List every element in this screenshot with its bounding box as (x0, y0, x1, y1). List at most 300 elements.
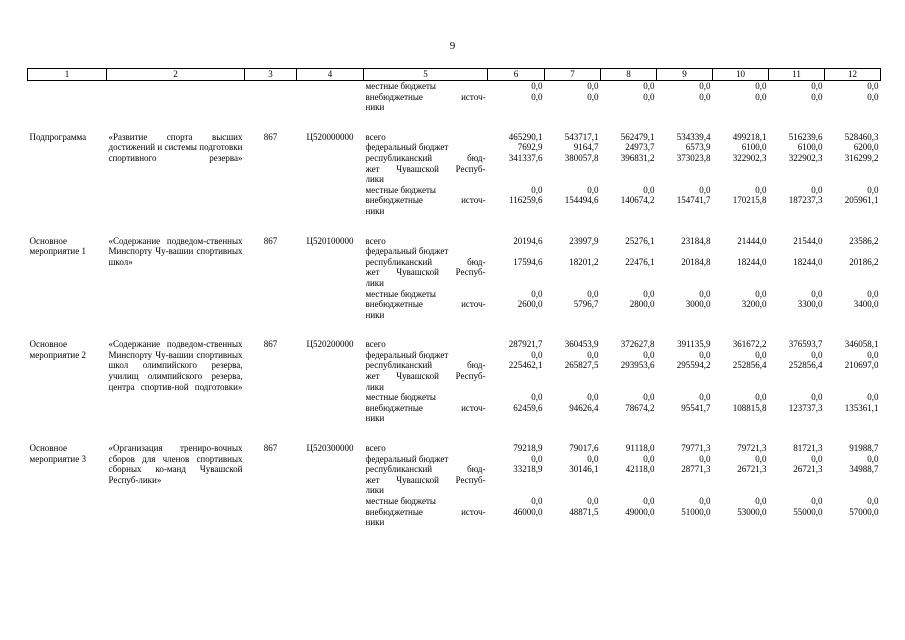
value-cell (769, 392, 825, 403)
value: 23586,2 (849, 235, 879, 246)
value: 0,0 (755, 496, 767, 506)
table-row (28, 81, 881, 92)
source-cell (364, 454, 488, 465)
value: 0,0 (867, 392, 879, 403)
source-cell (364, 185, 488, 196)
value: 0,0 (699, 453, 711, 464)
value: 293953,6 (620, 360, 655, 371)
value-cell (601, 153, 657, 185)
value: 0,0 (531, 496, 543, 506)
value: 0,0 (867, 453, 879, 464)
status-cell: Основное мероприятие 1 (29, 235, 86, 257)
source-label: лики (365, 277, 384, 288)
source-cell (364, 507, 488, 528)
source-label: всего (365, 131, 386, 142)
source-label: лики (365, 381, 384, 392)
value: 0,0 (587, 349, 599, 360)
value-cell (657, 236, 713, 247)
table-header-row (28, 69, 881, 81)
value: 79721,3 (737, 443, 767, 454)
value: 26721,3 (737, 464, 767, 475)
value: 562479,1 (620, 131, 655, 142)
spacer-row (28, 424, 881, 443)
value: 0,0 (699, 349, 711, 360)
value-cell (713, 392, 769, 403)
value-cell (488, 236, 545, 247)
source-label: федеральный бюджет (365, 453, 449, 464)
source-label: лики (365, 485, 384, 496)
header-cell: 9 (657, 69, 713, 81)
value-cell (769, 403, 825, 424)
value: 0,0 (643, 392, 655, 403)
value: 0,0 (643, 91, 655, 102)
table-row (28, 339, 881, 350)
value: 3400,0 (853, 299, 879, 310)
value (659, 246, 711, 257)
value-cell (545, 350, 601, 361)
source-label: жет Чувашской Респуб- (365, 371, 486, 382)
value-cell (769, 496, 825, 507)
source-label: внебюджетные источ- (365, 402, 486, 413)
value-cell (657, 257, 713, 289)
value: 0,0 (811, 496, 823, 506)
value: 17594,6 (513, 256, 543, 267)
value: 0,0 (531, 349, 543, 360)
value-cell (769, 464, 825, 496)
source-label: жет Чувашской Респуб- (365, 267, 486, 278)
value (771, 246, 823, 257)
value-cell (601, 289, 657, 300)
status-cell: Подпрограмма (29, 131, 87, 142)
value-cell (769, 454, 825, 465)
spacer-row (28, 217, 881, 236)
page-number: 9 (449, 40, 456, 52)
value: 21444,0 (737, 235, 767, 246)
value-cell (601, 92, 657, 113)
spacer-row (28, 113, 881, 132)
value-cell (545, 454, 601, 465)
value-cell (769, 185, 825, 196)
source-cell (364, 289, 488, 300)
source-label: внебюджетные источ- (365, 91, 486, 102)
table-row (28, 132, 881, 143)
name-cell: «Организация трениро-вочных сборов для членов спортивных сборных ко-манд Чувашской Респуб-лики» (108, 443, 243, 485)
value: 360453,9 (564, 339, 599, 350)
code-cell: Ц520200000 (306, 339, 354, 350)
value: 0,0 (811, 392, 823, 403)
value: 0,0 (811, 453, 823, 464)
source-label: жет Чувашской Респуб- (365, 163, 486, 174)
value: 187237,3 (788, 195, 823, 206)
value: 18244,0 (793, 256, 823, 267)
value-cell (545, 464, 601, 496)
value: 91118,0 (625, 443, 655, 454)
value-cell (825, 454, 881, 465)
value: 2800,0 (629, 299, 655, 310)
value-cell (825, 185, 881, 196)
value: 0,0 (811, 184, 823, 195)
value-cell (825, 142, 881, 153)
value-cell (825, 403, 881, 424)
value-cell (825, 81, 881, 92)
source-cell (364, 92, 488, 113)
value: 0,0 (587, 288, 599, 299)
source-label: внебюджетные источ- (365, 506, 486, 517)
value-cell (713, 153, 769, 185)
source-cell (364, 403, 488, 424)
value: 341337,6 (508, 152, 543, 163)
source-cell (364, 246, 488, 257)
value-cell (657, 350, 713, 361)
value-cell (601, 496, 657, 507)
value: 225462,1 (508, 360, 543, 371)
value-cell (488, 403, 545, 424)
source-label: жет Чувашской Респуб- (365, 474, 486, 485)
value-cell (825, 507, 881, 528)
value: 3300,0 (797, 299, 823, 310)
value-cell (713, 92, 769, 113)
value-cell (601, 339, 657, 350)
value-cell (657, 496, 713, 507)
table-row (28, 443, 881, 454)
value-cell (713, 496, 769, 507)
value: 6100,0 (741, 142, 767, 153)
source-label: всего (365, 235, 386, 246)
name-cell: «Развитие спорта высших достижений и системы подготовки спортивного резерва» (108, 131, 243, 163)
value-cell (601, 132, 657, 143)
value: 0,0 (867, 288, 879, 299)
value-cell (601, 443, 657, 454)
value-cell (713, 443, 769, 454)
value-cell (488, 464, 545, 496)
value-cell (488, 350, 545, 361)
value-cell (488, 289, 545, 300)
value-cell (657, 153, 713, 185)
value-cell (601, 403, 657, 424)
value: 116259,6 (509, 195, 543, 206)
value: 18201,2 (569, 256, 599, 267)
value: 0,0 (587, 392, 599, 403)
value-cell (488, 257, 545, 289)
value-cell (545, 142, 601, 153)
source-label: ники (365, 205, 385, 216)
value: 81721,3 (793, 443, 823, 454)
value: 499218,1 (732, 131, 767, 142)
value-cell (825, 236, 881, 247)
value-cell (769, 299, 825, 320)
value-cell (825, 339, 881, 350)
source-label: лики (365, 174, 384, 185)
value-cell (601, 507, 657, 528)
value: 543717,1 (564, 131, 599, 142)
header-cell: 6 (488, 69, 545, 81)
value-cell (488, 392, 545, 403)
value-cell (713, 257, 769, 289)
value: 380057,8 (564, 152, 599, 163)
value-cell (601, 392, 657, 403)
value-cell (601, 257, 657, 289)
source-label: республиканский бюд- (365, 152, 486, 163)
value: 25276,1 (625, 235, 655, 246)
value (715, 246, 767, 257)
source-cell (364, 443, 488, 454)
header-cell: 2 (107, 69, 245, 81)
value: 322902,3 (788, 152, 823, 163)
value-cell (545, 289, 601, 300)
value: 21544,0 (793, 235, 823, 246)
source-cell (364, 81, 488, 92)
value: 23184,8 (681, 235, 711, 246)
header-cell: 5 (364, 69, 488, 81)
header-cell: 10 (713, 69, 769, 81)
value: 53000,0 (737, 506, 767, 517)
value-cell (769, 153, 825, 185)
value-cell (545, 392, 601, 403)
value-cell (488, 195, 545, 216)
value-cell (488, 132, 545, 143)
value: 6573,9 (685, 142, 711, 153)
value: 108815,8 (732, 402, 767, 413)
source-label: федеральный бюджет (365, 246, 449, 257)
value-cell (825, 153, 881, 185)
value: 123737,3 (788, 402, 823, 413)
value: 154494,6 (564, 195, 599, 206)
header-cell: 12 (825, 69, 881, 81)
value-cell (713, 360, 769, 392)
value: 140674,2 (620, 195, 655, 206)
value: 0,0 (867, 91, 879, 102)
value: 205961,1 (844, 195, 879, 206)
value-cell (601, 185, 657, 196)
value: 0,0 (811, 91, 823, 102)
value: 0,0 (587, 81, 599, 91)
value: 396831,2 (620, 152, 655, 163)
source-label: федеральный бюджет (365, 142, 449, 153)
source-cell (364, 360, 488, 392)
value-cell (825, 464, 881, 496)
value: 346058,1 (844, 339, 879, 350)
value: 534339,4 (676, 131, 711, 142)
value: 0,0 (867, 81, 879, 91)
value-cell (825, 299, 881, 320)
value-cell (488, 496, 545, 507)
grbs-cell: 867 (263, 339, 278, 350)
value: 0,0 (531, 91, 543, 102)
value: 5796,7 (573, 299, 599, 310)
value: 20186,2 (849, 256, 879, 267)
value-cell (601, 236, 657, 247)
value-cell (545, 496, 601, 507)
value-cell (657, 454, 713, 465)
value-cell (713, 246, 769, 257)
value-cell (488, 142, 545, 153)
value: 0,0 (643, 184, 655, 195)
value (827, 246, 879, 257)
value-cell (657, 142, 713, 153)
source-label: ники (365, 413, 385, 424)
value: 22476,1 (625, 256, 655, 267)
source-cell (364, 132, 488, 143)
value-cell (488, 81, 545, 92)
value-cell (713, 81, 769, 92)
value: 0,0 (755, 184, 767, 195)
value-cell (657, 185, 713, 196)
source-label: республиканский бюд- (365, 360, 486, 371)
value-cell (601, 464, 657, 496)
value-cell (825, 443, 881, 454)
source-cell (364, 236, 488, 247)
source-cell (364, 339, 488, 350)
value-cell (657, 360, 713, 392)
value-cell (488, 299, 545, 320)
value: 33218,9 (513, 464, 543, 475)
value: 0,0 (643, 349, 655, 360)
value: 0,0 (531, 392, 543, 403)
value-cell (713, 236, 769, 247)
value: 3000,0 (685, 299, 711, 310)
value: 6200,0 (853, 142, 879, 153)
header-cell: 11 (769, 69, 825, 81)
value-cell (713, 132, 769, 143)
value: 0,0 (587, 453, 599, 464)
value: 0,0 (755, 392, 767, 403)
value-cell (713, 195, 769, 216)
source-label: местные бюджеты (365, 392, 436, 403)
value: 2600,0 (517, 299, 543, 310)
value: 28771,3 (681, 464, 711, 475)
value-cell (769, 289, 825, 300)
code-cell: Ц520100000 (306, 235, 354, 246)
value: 20184,8 (681, 256, 711, 267)
value-cell (545, 299, 601, 320)
value-cell (545, 185, 601, 196)
grbs-cell: 867 (263, 443, 278, 454)
value: 0,0 (643, 81, 655, 91)
value-cell (769, 195, 825, 216)
spacer-cell (28, 217, 881, 236)
value-cell (657, 81, 713, 92)
value-cell (545, 153, 601, 185)
value: 91988,7 (849, 443, 879, 454)
spacer-cell (28, 113, 881, 132)
value: 322902,3 (732, 152, 767, 163)
value: 265827,5 (564, 360, 599, 371)
value: 79017,6 (569, 443, 599, 454)
value: 295594,2 (676, 360, 711, 371)
source-cell (364, 153, 488, 185)
value-cell (713, 350, 769, 361)
value: 0,0 (643, 453, 655, 464)
value: 0,0 (867, 184, 879, 195)
value-cell (825, 132, 881, 143)
source-cell (364, 392, 488, 403)
value-cell (545, 246, 601, 257)
value-cell (769, 257, 825, 289)
value: 154741,7 (676, 195, 711, 206)
source-label: республиканский бюд- (365, 256, 486, 267)
header-cell: 4 (297, 69, 364, 81)
value (490, 246, 543, 257)
value: 0,0 (867, 349, 879, 360)
value: 79218,9 (513, 443, 543, 454)
value: 26721,3 (793, 464, 823, 475)
value-cell (657, 464, 713, 496)
value: 3200,0 (741, 299, 767, 310)
value: 376593,7 (788, 339, 823, 350)
value-cell (769, 360, 825, 392)
value-cell (488, 185, 545, 196)
value: 0,0 (643, 288, 655, 299)
source-label: внебюджетные источ- (365, 195, 486, 206)
value: 0,0 (531, 184, 543, 195)
value-cell (825, 496, 881, 507)
value: 0,0 (699, 91, 711, 102)
value-cell (657, 403, 713, 424)
value-cell (488, 454, 545, 465)
value-cell (769, 339, 825, 350)
value: 23997,9 (569, 235, 599, 246)
value-cell (657, 507, 713, 528)
value-cell (488, 246, 545, 257)
status-cell: Основное мероприятие 3 (29, 443, 86, 464)
value: 135361,1 (844, 402, 879, 413)
source-cell (364, 496, 488, 507)
value: 48871,5 (569, 506, 599, 517)
value-cell (545, 360, 601, 392)
source-label: местные бюджеты (365, 496, 436, 506)
value-cell (657, 289, 713, 300)
header-cell: 8 (601, 69, 657, 81)
value: 0,0 (755, 453, 767, 464)
value-cell (713, 289, 769, 300)
value: 373023,8 (676, 152, 711, 163)
value: 0,0 (811, 81, 823, 91)
name-cell: «Содержание подведом-ственных Минспорту Чу-вашии спортивных школ олимпийского резерва, училищ олимпийского резерва, центра спортив-ной подготовки» (108, 339, 243, 392)
value: 0,0 (531, 288, 543, 299)
value: 372627,8 (620, 339, 655, 350)
value: 0,0 (755, 349, 767, 360)
value-cell (545, 443, 601, 454)
value-cell (769, 92, 825, 113)
spacer-cell (28, 320, 881, 339)
value-cell (825, 92, 881, 113)
value-cell (657, 246, 713, 257)
header-cell: 3 (245, 69, 297, 81)
spacer-row (28, 320, 881, 339)
value-cell (769, 443, 825, 454)
grbs-cell: 867 (263, 235, 278, 246)
value: 0,0 (587, 184, 599, 195)
value-cell (545, 339, 601, 350)
value-cell (825, 257, 881, 289)
value: 95541,7 (681, 402, 711, 413)
value-cell (657, 92, 713, 113)
value-cell (488, 92, 545, 113)
value-cell (488, 443, 545, 454)
value: 94626,4 (569, 402, 599, 413)
value-cell (713, 299, 769, 320)
value-cell (713, 454, 769, 465)
value: 0,0 (755, 288, 767, 299)
code-cell: Ц520300000 (306, 443, 354, 454)
value: 170215,8 (732, 195, 767, 206)
value: 528460,3 (844, 131, 879, 142)
value: 79771,3 (681, 443, 711, 454)
value: 24973,7 (625, 142, 655, 153)
value-cell (713, 142, 769, 153)
value-cell (601, 195, 657, 216)
value: 316299,2 (844, 152, 879, 163)
